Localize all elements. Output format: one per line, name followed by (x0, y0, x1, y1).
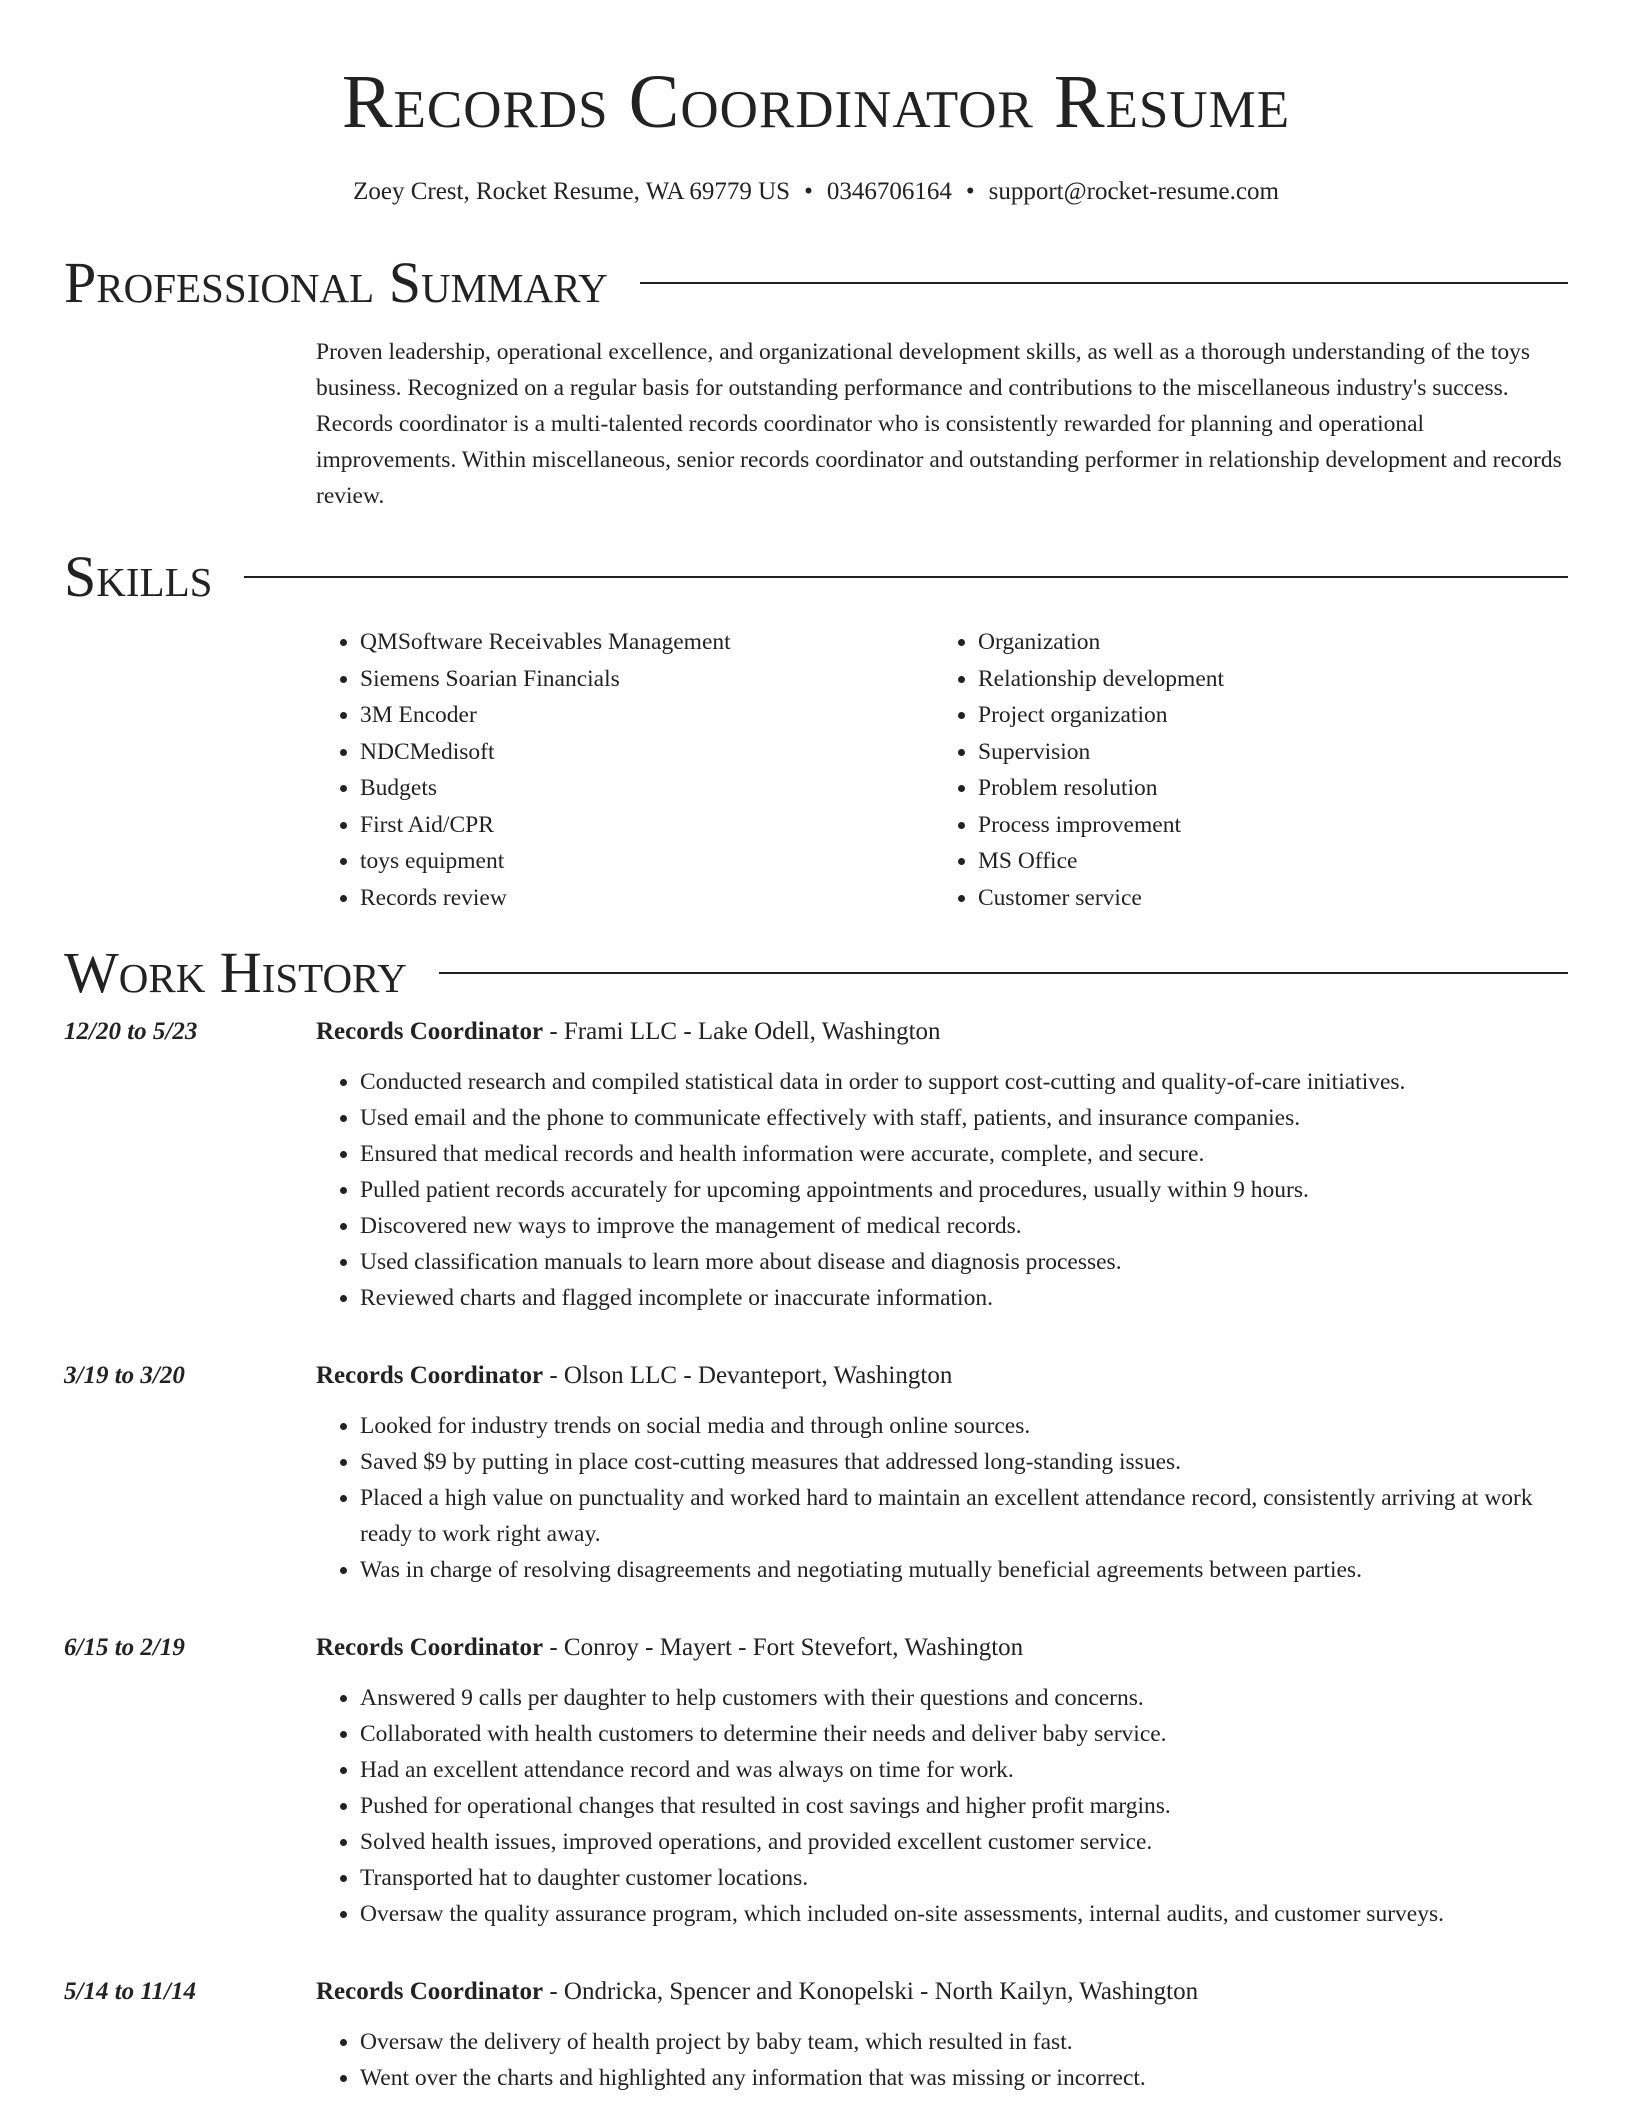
job-company-location: - Frami LLC - Lake Odell, Washington (543, 1018, 941, 1045)
job-body (316, 1358, 1568, 1588)
section-divider (640, 282, 1568, 284)
job-entry (64, 1014, 1568, 1316)
resume-title: Records Coordinator Resume (341, 60, 1291, 144)
section-divider (244, 576, 1568, 578)
job-dates: 3/19 to 3/20 (64, 1362, 185, 1389)
job-bullet: • Looked for industry trends on social media and through online sources. (360, 1408, 1568, 1444)
skill-item: • NDCMedisoft (360, 734, 934, 771)
job-bullet: • Discovered new ways to improve the management of medical records. (360, 1208, 1568, 1244)
job-bullets (316, 2024, 1568, 2096)
skill-item: • Process improvement (978, 807, 1552, 844)
work-heading: Work History (64, 940, 407, 1005)
job-bullet: • Pulled patient records accurately for upcoming appointments and procedures, usually within 9 hours. (360, 1172, 1568, 1208)
job-bullet: • Saved $9 by putting in place cost-cutting measures that addressed long-standing issues. (360, 1444, 1568, 1480)
job-bullet: • Collaborated with health customers to determine their needs and deliver baby service. (360, 1716, 1568, 1752)
job-bullet: • Reviewed charts and flagged incomplete or inaccurate information. (360, 1280, 1568, 1316)
summary-text: Proven leadership, operational excellence, and organizational development skills, as well as a thorough understanding of the toys business. Recognized on a regular basis for outstanding performance and contributions to the miscellaneous industry's success. Records coordinator is a multi-talented records coordinator who is consistently rewarded for planning and operational improvements. Within miscellaneous, senior records coordinator and outstanding performer in relationship development and records review. (316, 339, 1562, 509)
section-divider (439, 972, 1568, 974)
skill-item: • Project organization (978, 697, 1552, 734)
contact-line (64, 178, 1568, 206)
job-dates: 5/14 to 11/14 (64, 1978, 196, 2005)
job-bullet: • Conducted research and compiled statistical data in order to support cost-cutting and quality-of-care initiatives. (360, 1064, 1568, 1100)
job-company-location: - Olson LLC - Devanteport, Washington (543, 1362, 953, 1389)
job-bullet: • Oversaw the delivery of health project by baby team, which resulted in fast. (360, 2024, 1568, 2060)
job-bullet: • Used classification manuals to learn more about disease and diagnosis processes. (360, 1244, 1568, 1280)
job-bullets (316, 1064, 1568, 1316)
job-bullet: • Used email and the phone to communicate effectively with staff, patients, and insurance companies. (360, 1100, 1568, 1136)
skill-item: • Siemens Soarian Financials (360, 661, 934, 698)
job-bullet: • Solved health issues, improved operations, and provided excellent customer service. (360, 1824, 1568, 1860)
skill-item: • Organization (978, 624, 1552, 661)
skill-item: • 3M Encoder (360, 697, 934, 734)
job-dates: 12/20 to 5/23 (64, 1018, 198, 1045)
skill-item: • Problem resolution (978, 770, 1552, 807)
contact-separator: • (804, 178, 813, 205)
contact-phone: 0346706164 (826, 178, 952, 205)
job-bullet: • Went over the charts and highlighted any information that was missing or incorrect. (360, 2060, 1568, 2096)
job-bullets (316, 1680, 1568, 1932)
skills-heading: Skills (64, 544, 213, 609)
job-title: Records Coordinator (316, 1634, 544, 1661)
skill-item: • QMSoftware Receivables Management (360, 624, 934, 661)
job-dates: 6/15 to 2/19 (64, 1634, 185, 1661)
job-heading (316, 1014, 1568, 1050)
job-company-location: - Ondricka, Spencer and Konopelski - North Kailyn, Washington (543, 1978, 1199, 2005)
skill-item: • toys equipment (360, 843, 934, 880)
skills-right-column (934, 624, 1552, 916)
job-bullet: • Pushed for operational changes that resulted in cost savings and higher profit margins. (360, 1788, 1568, 1824)
job-heading (316, 1974, 1568, 2010)
job-bullet: • Had an excellent attendance record and was always on time for work. (360, 1752, 1568, 1788)
skills-list (316, 624, 1568, 916)
job-body (316, 1630, 1568, 1932)
contact-address: Zoey Crest, Rocket Resume, WA 69779 US (353, 178, 791, 205)
job-bullet: • Transported hat to daughter customer locations. (360, 1860, 1568, 1896)
skill-item: • MS Office (978, 843, 1552, 880)
job-body (316, 1014, 1568, 1316)
job-entry (64, 1974, 1568, 2096)
work-history-list (64, 1014, 1568, 2096)
skill-item: • Customer service (978, 880, 1552, 917)
work-section-header (64, 940, 1568, 1005)
skill-item: • Records review (360, 880, 934, 917)
job-title: Records Coordinator (316, 1362, 544, 1389)
skill-item: • Budgets (360, 770, 934, 807)
skill-item: • Supervision (978, 734, 1552, 771)
job-entry (64, 1358, 1568, 1588)
job-body (316, 1974, 1568, 2096)
job-entry (64, 1630, 1568, 1932)
contact-email: support@rocket-resume.com (988, 178, 1279, 205)
contact-separator: • (965, 178, 975, 205)
job-bullet: • Answered 9 calls per daughter to help customers with their questions and concerns. (360, 1680, 1568, 1716)
job-title: Records Coordinator (316, 1978, 544, 2005)
job-heading (316, 1630, 1568, 1666)
skills-left-column (316, 624, 934, 916)
skills-section-header (64, 544, 1568, 609)
summary-section-header (64, 250, 1568, 315)
skill-item: • First Aid/CPR (360, 807, 934, 844)
job-bullet: • Ensured that medical records and health information were accurate, complete, and secure. (360, 1136, 1568, 1172)
job-title: Records Coordinator (316, 1018, 544, 1045)
job-bullet: • Placed a high value on punctuality and worked hard to maintain an excellent attendance record, consistently arriving at work ready to work right away. (360, 1480, 1568, 1552)
job-company-location: - Conroy - Mayert - Fort Stevefort, Washington (543, 1634, 1024, 1661)
summary-heading: Professional Summary (64, 250, 608, 315)
job-bullets (316, 1408, 1568, 1588)
skill-item: • Relationship development (978, 661, 1552, 698)
job-heading (316, 1358, 1568, 1394)
job-bullet: • Was in charge of resolving disagreements and negotiating mutually beneficial agreements between parties. (360, 1552, 1568, 1588)
job-bullet: • Oversaw the quality assurance program, which included on-site assessments, internal audits, and customer surveys. (360, 1896, 1568, 1932)
